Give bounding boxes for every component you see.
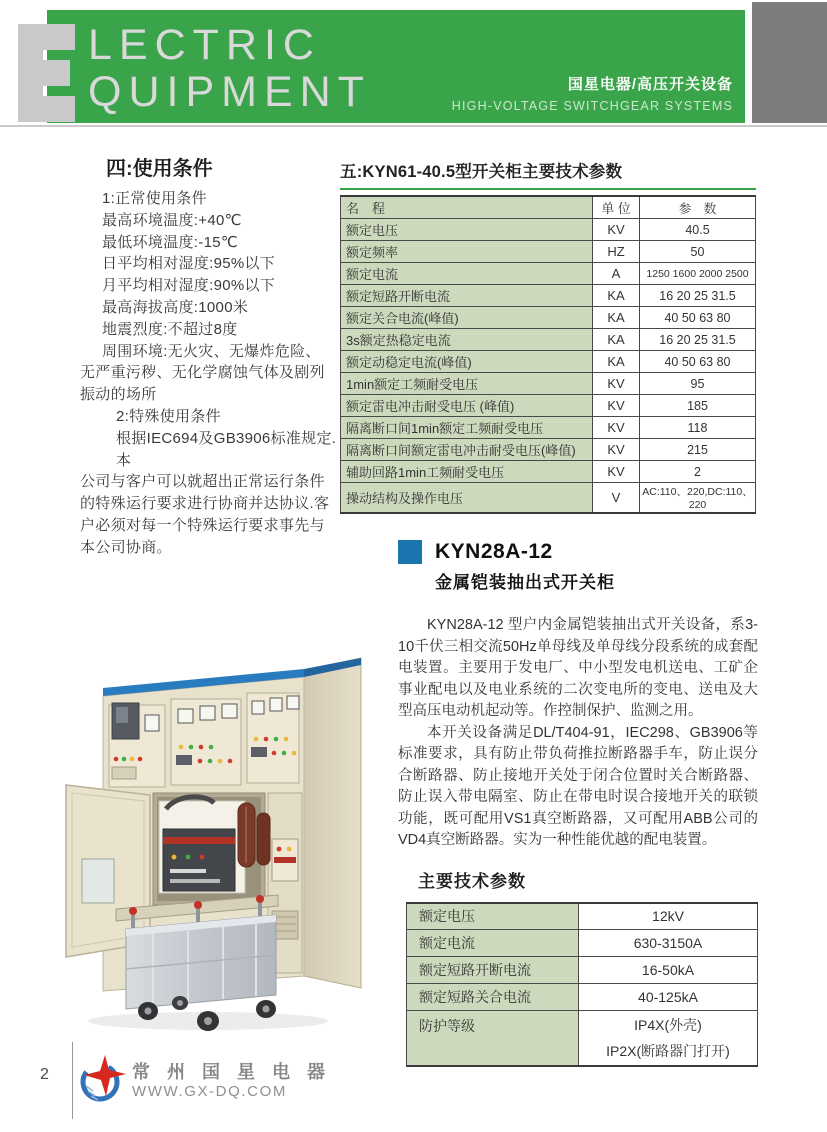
cell-label: 操动结构及操作电压 bbox=[341, 483, 593, 514]
cell-value: 2 bbox=[640, 461, 756, 483]
section-marker-square bbox=[398, 540, 422, 564]
params-title: 主要技术参数 bbox=[418, 871, 526, 891]
company-logo-icon bbox=[76, 1051, 128, 1109]
cell-unit: V bbox=[593, 483, 640, 514]
cell-label: 额定短路开断电流 bbox=[407, 957, 579, 984]
table-row bbox=[341, 439, 756, 461]
table-row bbox=[341, 373, 756, 395]
cell-label: 防护等级 bbox=[407, 1011, 579, 1067]
usage-line: 公司与客户可以就超出正常运行条件 bbox=[80, 473, 325, 491]
cell-label: 辅助回路1min工频耐受电压 bbox=[341, 461, 593, 483]
cell-unit: KA bbox=[593, 307, 640, 329]
table-row bbox=[341, 307, 756, 329]
wordmark bbox=[88, 22, 371, 116]
header-divider bbox=[0, 125, 827, 127]
cell-label: 额定电流 bbox=[341, 263, 593, 285]
cell-value: 40 50 63 80 bbox=[640, 307, 756, 329]
table-row bbox=[341, 483, 756, 514]
page-number: 2 bbox=[40, 1066, 49, 1083]
cell-unit: KA bbox=[593, 351, 640, 373]
protection-line-1: IP4X(外壳) bbox=[634, 1017, 702, 1033]
table-row bbox=[341, 351, 756, 373]
big-e-arm bbox=[18, 60, 70, 86]
kyn28-heading bbox=[398, 540, 758, 564]
header-unit: 单 位 bbox=[593, 196, 640, 219]
kyn28-params-table bbox=[406, 902, 758, 1068]
cell-label: 额定频率 bbox=[341, 241, 593, 263]
header-banner bbox=[47, 10, 745, 123]
cell-unit: KA bbox=[593, 285, 640, 307]
cell-value: 16-50kA bbox=[579, 957, 758, 984]
kyn28-section bbox=[398, 540, 758, 1067]
cell-label: 额定电流 bbox=[407, 930, 579, 957]
cell-value: 40-125kA bbox=[579, 984, 758, 1011]
kyn28-paragraph-1: KYN28A-12 型户内金属铠装抽出式开关设备，系3-10千伏三相交流50Hz单母线及单母线分段系统的成套配电装置。主要用于发电厂、中小型发电机送电、工矿企事业配电以及电业系统的二次变电所的变电、送电及大型高压电动机起动等。作控制保护、监测之用。 bbox=[398, 617, 758, 719]
big-e-letter bbox=[18, 24, 75, 122]
cell-value: 215 bbox=[640, 439, 756, 461]
company-website: WWW.GX-DQ.COM bbox=[132, 1083, 287, 1100]
header-gray-block bbox=[752, 2, 827, 123]
usage-title: 四:使用条件 bbox=[106, 158, 213, 180]
header-value: 参 数 bbox=[640, 196, 756, 219]
cell-value: 185 bbox=[640, 395, 756, 417]
cell-unit: KV bbox=[593, 395, 640, 417]
cell-unit: KV bbox=[593, 417, 640, 439]
usage-line: 户必须对每一个特殊运行要求事先与 bbox=[80, 516, 325, 534]
cell-label: 额定短路关合电流 bbox=[407, 984, 579, 1011]
cell-unit: KA bbox=[593, 329, 640, 351]
table-row bbox=[341, 461, 756, 483]
table-row bbox=[341, 219, 756, 241]
cell-unit: KV bbox=[593, 439, 640, 461]
usage-line: 振动的场所 bbox=[80, 386, 157, 404]
table-row bbox=[407, 957, 758, 984]
table-row bbox=[407, 930, 758, 957]
table-row bbox=[341, 263, 756, 285]
cell-label: 1min额定工频耐受电压 bbox=[341, 373, 593, 395]
brand-chinese: 国星电器/高压开关设备 bbox=[567, 76, 733, 93]
protection-line-2: IP2X(断路器门打开) bbox=[606, 1043, 730, 1059]
cell-unit: A bbox=[593, 263, 640, 285]
brand-block bbox=[452, 73, 733, 113]
header-name: 名 程 bbox=[341, 196, 593, 219]
table-row bbox=[407, 1011, 758, 1067]
kyn61-params-section bbox=[340, 158, 756, 514]
cell-unit: KV bbox=[593, 373, 640, 395]
cell-value: 95 bbox=[640, 373, 756, 395]
cell-label: 额定电压 bbox=[341, 219, 593, 241]
table-row bbox=[341, 395, 756, 417]
kyn61-table-title: 五:KYN61-40.5型开关柜主要技术参数 bbox=[340, 163, 623, 181]
usage-conditions-section bbox=[80, 152, 342, 559]
cell-value: 40 50 63 80 bbox=[640, 351, 756, 373]
usage-line: 本公司协商。 bbox=[80, 538, 172, 556]
cell-value: 118 bbox=[640, 417, 756, 439]
product-photo bbox=[58, 643, 396, 1035]
usage-line: 最高海拔高度:1000米 bbox=[102, 298, 249, 316]
usage-line: 最低环境温度:-15℃ bbox=[102, 233, 238, 251]
cell-unit: HZ bbox=[593, 241, 640, 263]
cell-label: 额定短路开断电流 bbox=[341, 285, 593, 307]
kyn28-paragraph-2: 本开关设备满足DL/T404-91，IEC298、GB3906等标准要求，具有防止带负荷推拉断路器手车，防止误分合断路器、防止接地开关处于闭合位置时关合断路器、防止误入带电隔室、防止在带电时误合接地开关的联锁功能，既可配用VS1真空断路器，又可配用ABB公司的VD4真空断路器。实为一种性能优越的配电装置。 bbox=[398, 724, 758, 848]
cell-unit: KV bbox=[593, 219, 640, 241]
table-row bbox=[407, 984, 758, 1011]
cell-value: 50 bbox=[640, 241, 756, 263]
big-e-arm bbox=[18, 24, 75, 50]
cell-label: 额定动稳定电流(峰值) bbox=[341, 351, 593, 373]
usage-line: 日平均相对湿度:95%以下 bbox=[102, 255, 276, 273]
cell-value: 630-3150A bbox=[579, 930, 758, 957]
usage-line: 周围环境:无火灾、无爆炸危险、 bbox=[102, 342, 321, 360]
cell-value bbox=[579, 1011, 758, 1067]
table-header-row bbox=[341, 196, 756, 219]
cell-label: 隔离断口间额定雷电冲击耐受电压(峰值) bbox=[341, 439, 593, 461]
usage-line: 1:正常使用条件 bbox=[102, 190, 207, 207]
cell-label: 3s额定热稳定电流 bbox=[341, 329, 593, 351]
company-name: 常 州 国 星 电 器 bbox=[132, 1062, 332, 1082]
footer-divider bbox=[72, 1042, 73, 1119]
kyn61-table bbox=[340, 195, 756, 514]
usage-line: 月平均相对湿度:90%以下 bbox=[102, 277, 276, 295]
wordmark-line2: QUIPMENT bbox=[88, 68, 371, 116]
cell-value: 16 20 25 31.5 bbox=[640, 329, 756, 351]
cell-value: 12kV bbox=[579, 903, 758, 930]
cell-value: 16 20 25 31.5 bbox=[640, 285, 756, 307]
table-row bbox=[341, 285, 756, 307]
cell-label: 隔离断口间1min额定工频耐受电压 bbox=[341, 417, 593, 439]
table-row bbox=[341, 329, 756, 351]
usage-line: 根据IEC694及GB3906标准规定.本 bbox=[116, 429, 337, 469]
kyn28-subtitle: 金属铠装抽出式开关柜 bbox=[435, 573, 615, 592]
usage-line: 无严重污秽、无化学腐蚀气体及剧列 bbox=[80, 364, 325, 382]
cell-unit: KV bbox=[593, 461, 640, 483]
cell-label: 额定电压 bbox=[407, 903, 579, 930]
usage-line: 2:特殊使用条件 bbox=[116, 407, 221, 425]
kyn28-model-title: KYN28A-12 bbox=[435, 540, 553, 563]
cell-label: 额定雷电冲击耐受电压 (峰值) bbox=[341, 395, 593, 417]
cell-value: AC:110、220,DC:110、220 bbox=[640, 483, 756, 514]
cell-value: 1250 1600 2000 2500 bbox=[640, 263, 756, 285]
cell-value: 40.5 bbox=[640, 219, 756, 241]
cell-label: 额定关合电流(峰值) bbox=[341, 307, 593, 329]
usage-line: 地震烈度:不超过8度 bbox=[102, 320, 238, 338]
table-row bbox=[407, 903, 758, 930]
usage-line: 的特殊运行要求进行协商并达协议.客 bbox=[80, 495, 330, 513]
brand-english: HIGH-VOLTAGE SWITCHGEAR SYSTEMS bbox=[451, 99, 733, 113]
table-row bbox=[341, 417, 756, 439]
wordmark-line1: LECTRIC bbox=[88, 21, 321, 69]
title-underline bbox=[340, 188, 756, 190]
table-row bbox=[341, 241, 756, 263]
usage-line: 最高环境温度:+40℃ bbox=[102, 211, 242, 229]
big-e-arm bbox=[18, 96, 75, 122]
